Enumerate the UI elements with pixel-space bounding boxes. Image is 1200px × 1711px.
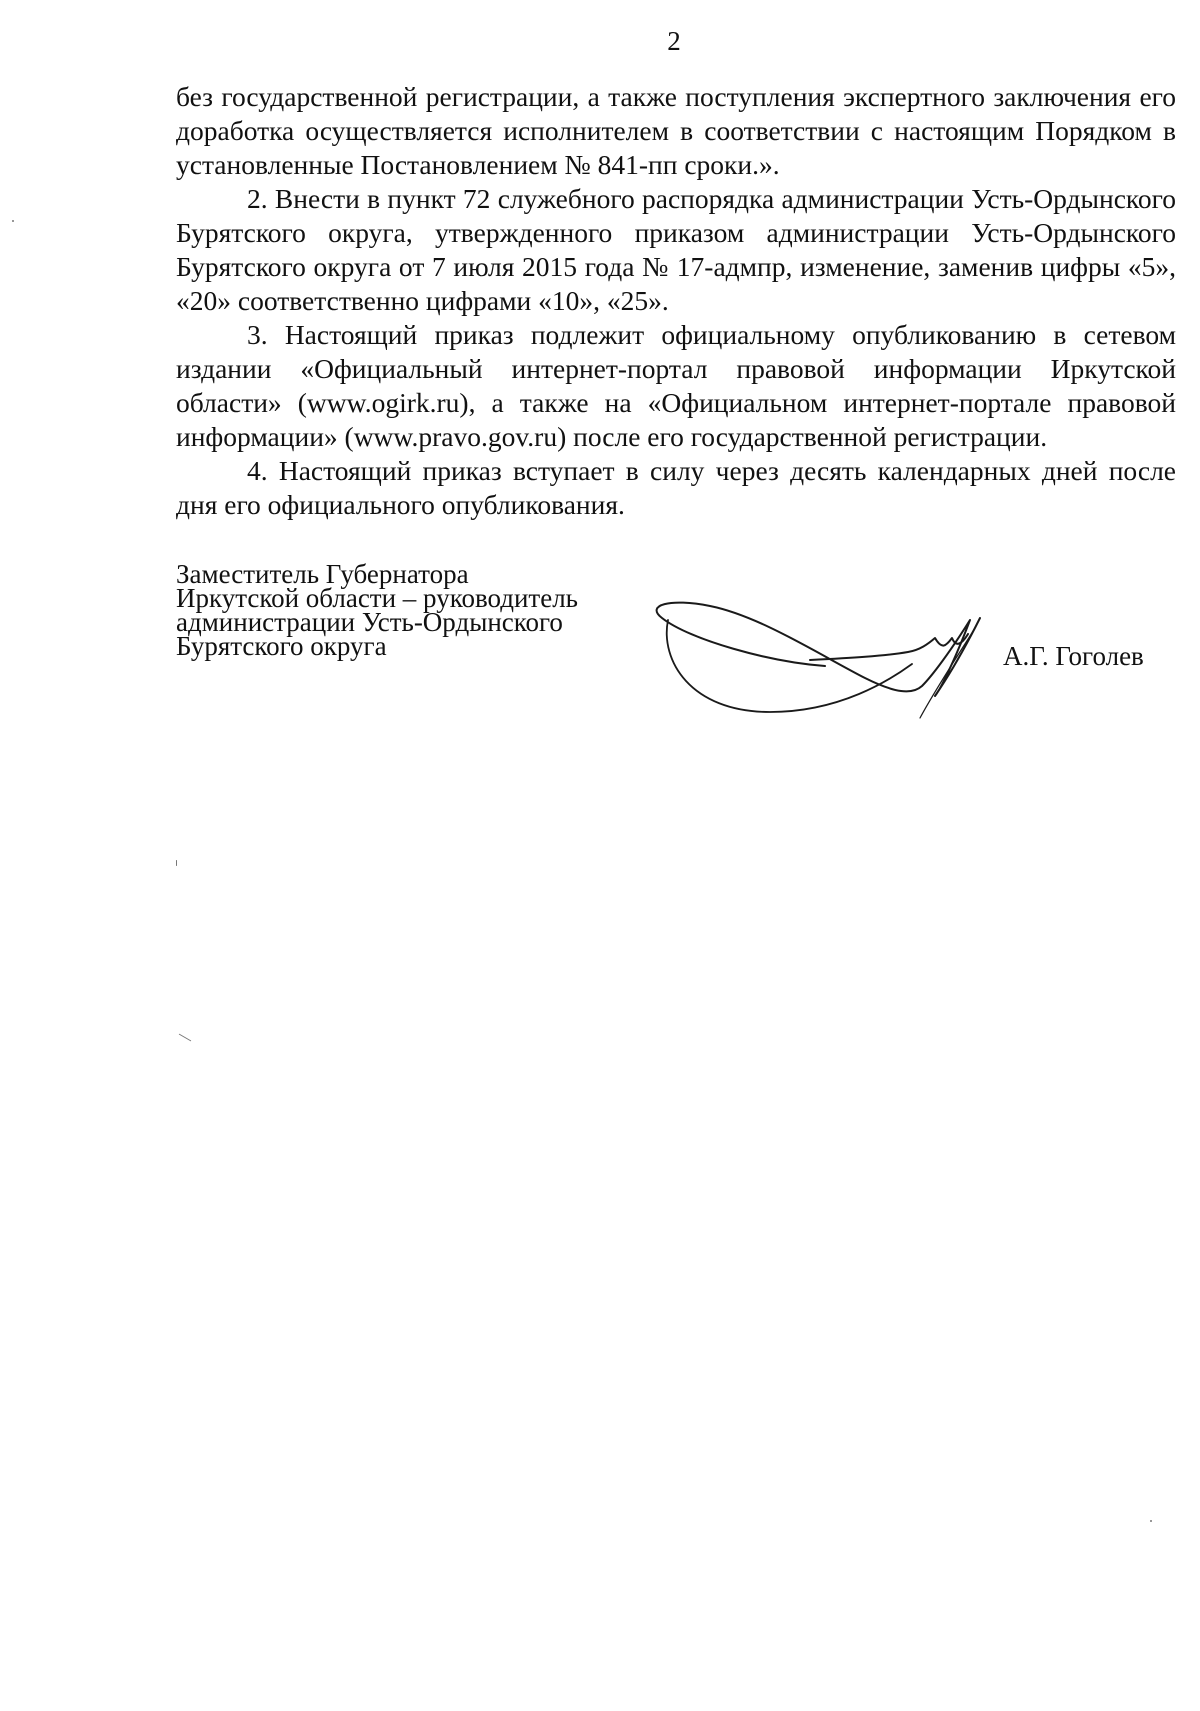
signatory-position-line: администрации Усть-Ордынского (176, 607, 563, 637)
scan-speck (1150, 1520, 1152, 1522)
scan-speck (176, 860, 177, 866)
scan-speck (12, 220, 14, 222)
signer-name: А.Г. Гоголев (1003, 641, 1144, 671)
signatory-position (176, 559, 578, 661)
handwritten-signature (650, 600, 1010, 720)
paragraph-item-3: 3. Настоящий приказ подлежит официальному опубликованию в сетевом издании «Официальный интернет-портал правовой информации Иркутской области» (www.ogirk.ru), а также на «Официальном интернет-портале правовой информации» (www.pravo.gov.ru) после его государственной регистрации. (176, 319, 1176, 452)
page-number: 2 (667, 26, 681, 56)
document-body (176, 80, 1176, 522)
paragraph-continuation: без государственной регистрации, а также поступления экспертного заключения его доработка осуществляется исполнителем в соответствии с настоящим Порядком в установленные Постановлением № 841-пп сроки.». (176, 81, 1176, 180)
paragraph-item-2: 2. Внести в пункт 72 служебного распорядка администрации Усть-Ордынского Бурятского округа, утвержденного приказом администрации Усть-Ордынского Бурятского округа от 7 июля 2015 года № 17-адмпр, изменение, заменив цифры «5», «20» соответственно цифрами «10», «25». (176, 183, 1176, 316)
signatory-position-line: Иркутской области – руководитель (176, 583, 578, 613)
signatory-position-line: Заместитель Губернатора (176, 559, 469, 589)
paragraph-item-4: 4. Настоящий приказ вступает в силу через десять календарных дней после дня его официального опубликования. (176, 455, 1176, 520)
scan-speck (179, 1034, 192, 1042)
signatory-position-line: Бурятского округа (176, 631, 387, 661)
